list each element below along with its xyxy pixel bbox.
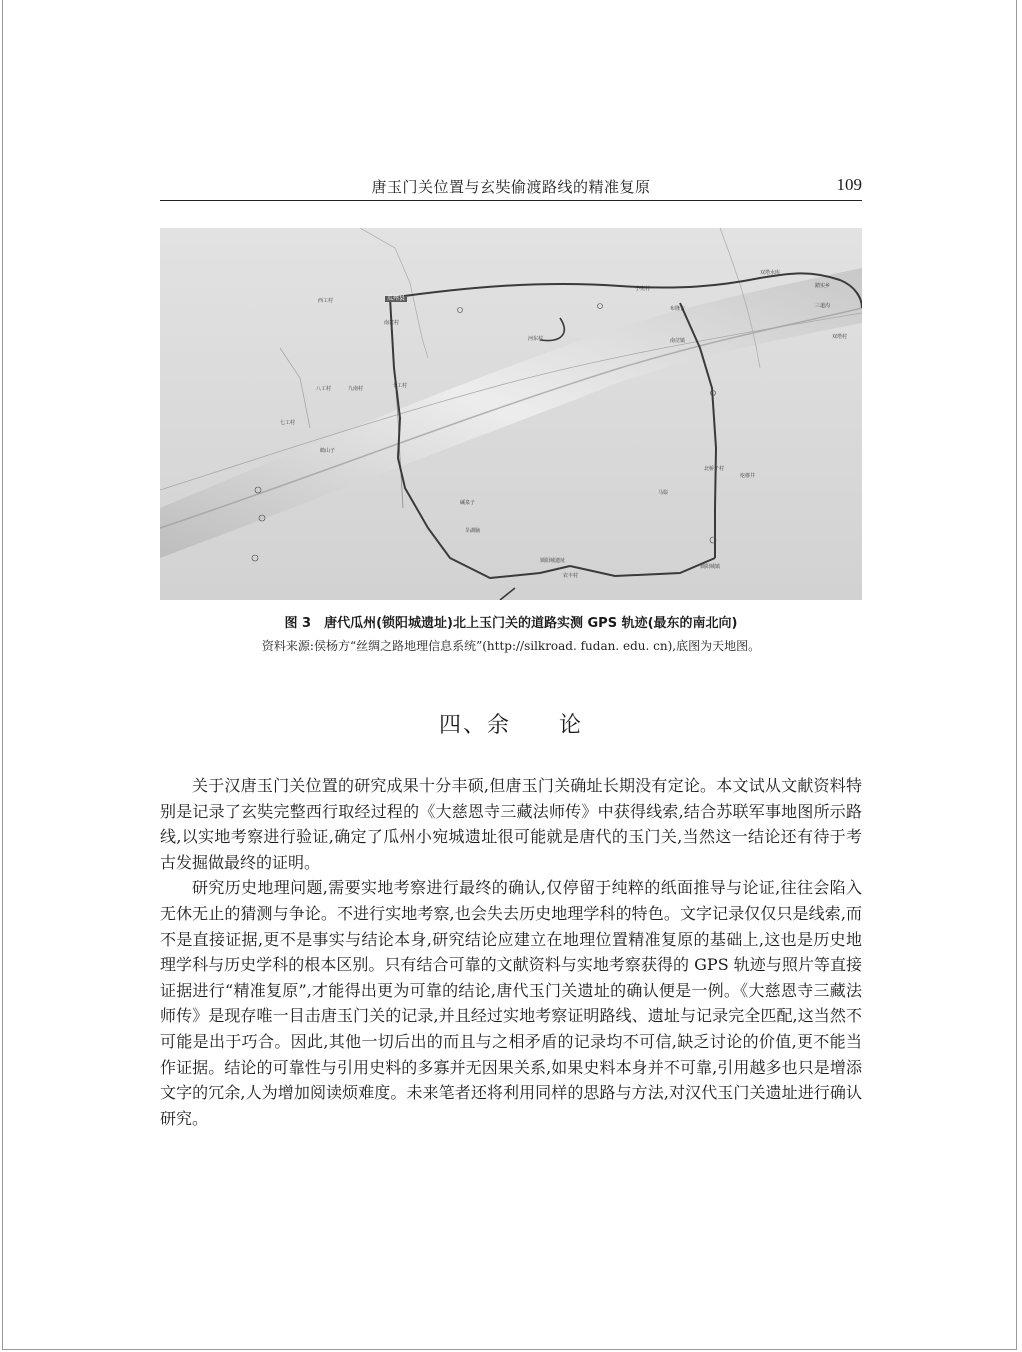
map-label: 锁阳城镇 [700,564,721,570]
page-frame [2,0,1017,1350]
map-label: 瓜州县 [387,295,406,302]
map-label: 七工村 [280,420,296,426]
map-label: 踏实乡 [815,283,831,289]
map-label: 九南村 [348,386,364,392]
paragraph-1: 关于汉唐玉门关位置的研究成果十分丰硕,但唐玉门关确址长期没有定论。本文试从文献资料特别是记录了玄奘完整西行取经过程的《大慈恩寺三藏法师传》中获得线索,结合苏联军事地图所示路线,以实地考察进行验证,确定了瓜州小宛城遗址很可能就是唐代的玉门关,当然这一结论还有待于考古发掘做最终的证明。 [160,776,862,872]
map-label: 西工村 [318,298,334,304]
map-label: 马鬃 [658,490,669,496]
map-label: 双塔村 [832,334,848,340]
figure-source: 资料来源:侯杨方“丝绸之路地理信息系统”(http://silkroad. fudan. edu. cn),底图为天地图。 [261,639,761,653]
map-label: 农丰村 [563,573,579,579]
map-label: 北桥子村 [704,466,725,472]
body-text [160,773,862,1131]
map-label: 碱泉子 [460,500,476,506]
running-head [160,174,862,201]
map-label: 南岔村 [384,320,400,326]
figure-caption: 图 3 唐代瓜州(锁阳城遗址)北上玉门关的道路实测 GPS 轨迹(最东的南北向) [284,616,738,631]
paragraph-2: 研究历史地理问题,需要实地考察进行最终的确认,仅停留于纯粹的纸面推导与论证,往往会陷入无休无止的猜测与争论。不进行实地考察,也会失去历史地理学科的特色。文字记录仅仅只是线索,而不是直接证据,更不是事实与结论本身,研究结论应建立在地理位置精准复原的基础上,这也是历史地理学科与历史学科的根本区别。只有结合可靠的文献资料与实地考察获得的 GPS 轨迹与照片等直接证据进行“精准复原”,才能得出更为可靠的结论,唐代玉门关遗址的确认便是一例。《大慈恩寺三藏法师传》是现存唯一目击唐玉门关的记录,并且经过实地考察证明路线、遗址与记录完全匹配,这当然不可能是出于巧合。因此,其他一切后出的而且与之相矛盾的记录均不可信,缺乏讨论的价值,更不能当作证据。结论的可靠性与引用史料的多寡并无因果关系,如果史料本身并不可靠,引用越多也只是增添文字的冗余,人为增加阅读烦难度。未来笔者还将利用同样的思路与方法,对汉代玉门关遗址进行确认研究。 [160,878,862,1128]
map-label: 锁阳城遗址 [540,558,566,564]
map-label: 三道沟 [815,303,831,309]
map-figure [160,228,862,600]
map-label: 鹤山子 [320,448,336,454]
map-image [160,228,862,600]
map-label: 疙瘩井 [740,473,756,479]
map-label: 双塔水库 [760,270,781,276]
map-label: 布隆吉 [670,306,686,312]
map-label: 旱湖脑 [465,528,481,534]
map-label: 十工村 [392,383,408,389]
map-label: 河东村 [528,336,544,342]
running-title: 唐玉门关位置与玄奘偷渡路线的精准复原 [371,178,651,196]
page-number: 109 [836,175,862,194]
map-label: 南岔镇 [670,338,686,344]
map-label: 小宛村 [635,286,651,292]
section-heading: 四、余 论 [438,713,583,738]
map-label: 八工村 [316,386,332,392]
